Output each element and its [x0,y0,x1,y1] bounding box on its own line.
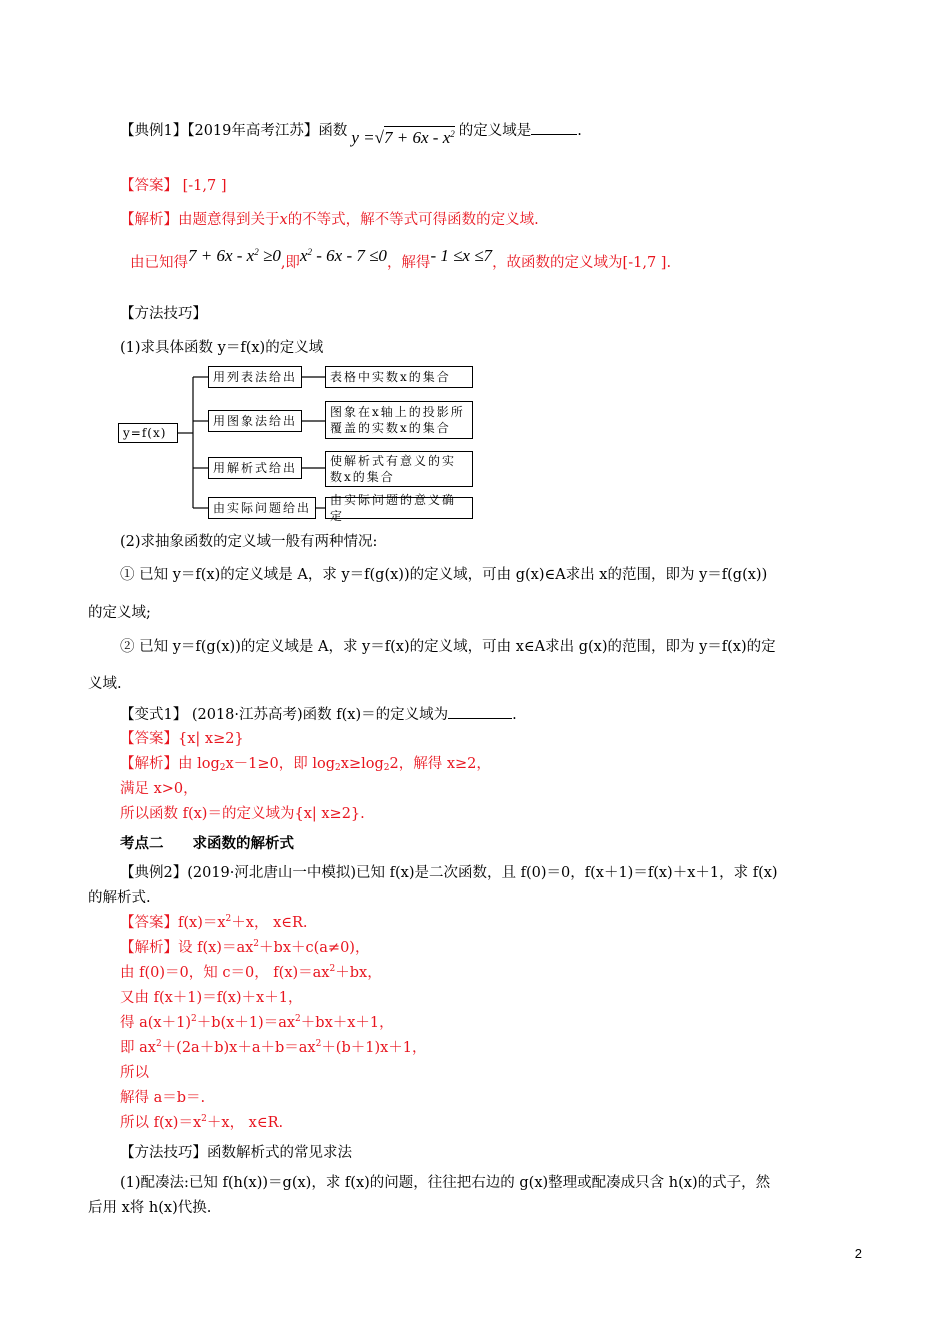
analysis1: 【解析】由题意得到关于x的不等式，解不等式可得函数的定义域. [120,212,539,228]
method2-title: 【方法技巧】函数解析式的常见求法 [120,1145,352,1161]
example1-line: 【典例1】【2019年高考江苏】函数 $y =√7 + 6x - x^2$ 的定义域是 . [120,120,582,141]
analysis3-line8: 所以 $f(x)=x^2+x$， x∈R. [120,1114,284,1131]
analysis3-line3: 又由 f(x＋1)＝f(x)＋x＋1， [120,990,303,1006]
page-number: 2 [854,1246,862,1261]
diagram-right-3: 使解析式有意义的实数x的集合 [325,451,473,487]
answer2-label: 【答案】 [120,731,178,747]
diagram-right-4: 由实际问题的意义确定 [325,497,473,519]
analysis3-line6: 所以 [120,1065,149,1081]
answer1 [120,176,227,196]
diagram-right-2: 图象在x轴上的投影所覆盖的实数x的集合 [325,401,473,439]
case1-line2: 的定义域; [88,605,151,621]
answer1-label: 【答案】 [120,178,178,194]
example1-formula: $y =√7 + 6x - x^2$ [351,128,455,147]
diagram-left-4: 由实际问题给出 [208,497,316,519]
example2-line2: 的解析式. [88,890,151,906]
method1-item1: (1)求具体函数 y＝f(x)的定义域 [120,340,324,356]
answer2 [120,729,244,749]
example1-prefix: 【典例1】【2019年高考江苏】函数 [120,123,348,139]
diagram-right-1: 表格中实数x的集合 [325,366,473,388]
case1-line1: ① 已知 y＝f(x)的定义域是 A，求 y＝f(g(x))的定义域，可由 g(x)∈A求出 x的范围，即为 y＝f(g(x)) [120,567,768,583]
method2-line1: (1)配凑法:已知 f(h(x))＝g(x)，求 f(x)的问题，往往把右边的 g(x)整理或配凑成只含 h(x)的式子，然 [120,1175,771,1191]
example1-blank [531,120,577,135]
analysis3-line7: 解得 a＝b＝. [120,1090,206,1106]
diagram-left-1: 用列表法给出 [208,366,302,388]
analysis2-line3: 所以函数 f(x)＝的定义域为{x| x≥2}. [120,806,365,822]
example2-line1: 【典例2】(2019·河北唐山一中模拟)已知 f(x)是二次函数，且 f(0)＝0，f(x＋1)＝f(x)＋x＋1，求 f(x) [120,865,778,881]
case2-line2: 义域. [88,676,122,692]
answer3: 【答案】$f(x)=x^2+x$， x∈R. [120,914,308,931]
section2-heading: 考点二 求函数的解析式 [120,835,294,852]
analysis3-line2: 由 f(0)＝0，知 c＝0， $f(x)=ax^2+bx$， [120,964,382,981]
analysis3-line5: 即 $ax^2+(2a+b)x+a+b=ax^2+(b+1)x+1$， [120,1039,427,1056]
case2-line1: ② 已知 y＝f(g(x))的定义域是 A，求 y＝f(x)的定义域，可由 x∈A求出 g(x)的范围，即为 y＝f(x)的定 [120,639,776,655]
diagram-root: y=f(x) [118,423,178,443]
method2-line2: 后用 x将 h(x)代换. [88,1200,212,1216]
analysis2: 【解析】由 $\log_2x-1\ge 0$，即 $\log_2x\ge\log_22$，解得 x≥2， [120,756,491,773]
method1-title: 【方法技巧】 [120,306,207,322]
analysis1-label: 【解析】 [120,212,178,228]
analysis3-line1: 【解析】设 $f(x)=ax^2+bx+c(a\ne 0)$， [120,939,370,956]
example1-suffix: 的定义域是 [458,123,532,139]
variant1: 【变式1】 (2018·江苏高考)函数 f(x)＝的定义域为 . [120,704,517,725]
analysis2-line2: 满足 x>0， [120,781,198,797]
analysis3-line4: 得 $a(x+1)^2+b(x+1)=ax^2+bx+x+1$， [120,1014,394,1031]
analysis1-line2: 由已知得$7 + 6x - x^2 \ge 0$,即$x^2 - 6x - 7 \le 0$，解得- 1 ≤x ≤7，故函数的定义域为[-1,7 ]. [130,246,672,271]
diagram-left-2: 用图象法给出 [208,410,302,432]
answer2-value: {x| x≥2} [178,731,244,747]
method1-item2: (2)求抽象函数的定义域一般有两种情况: [120,534,378,550]
answer1-value: [-1,7 ] [182,178,227,194]
diagram-left-3: 用解析式给出 [208,457,302,479]
